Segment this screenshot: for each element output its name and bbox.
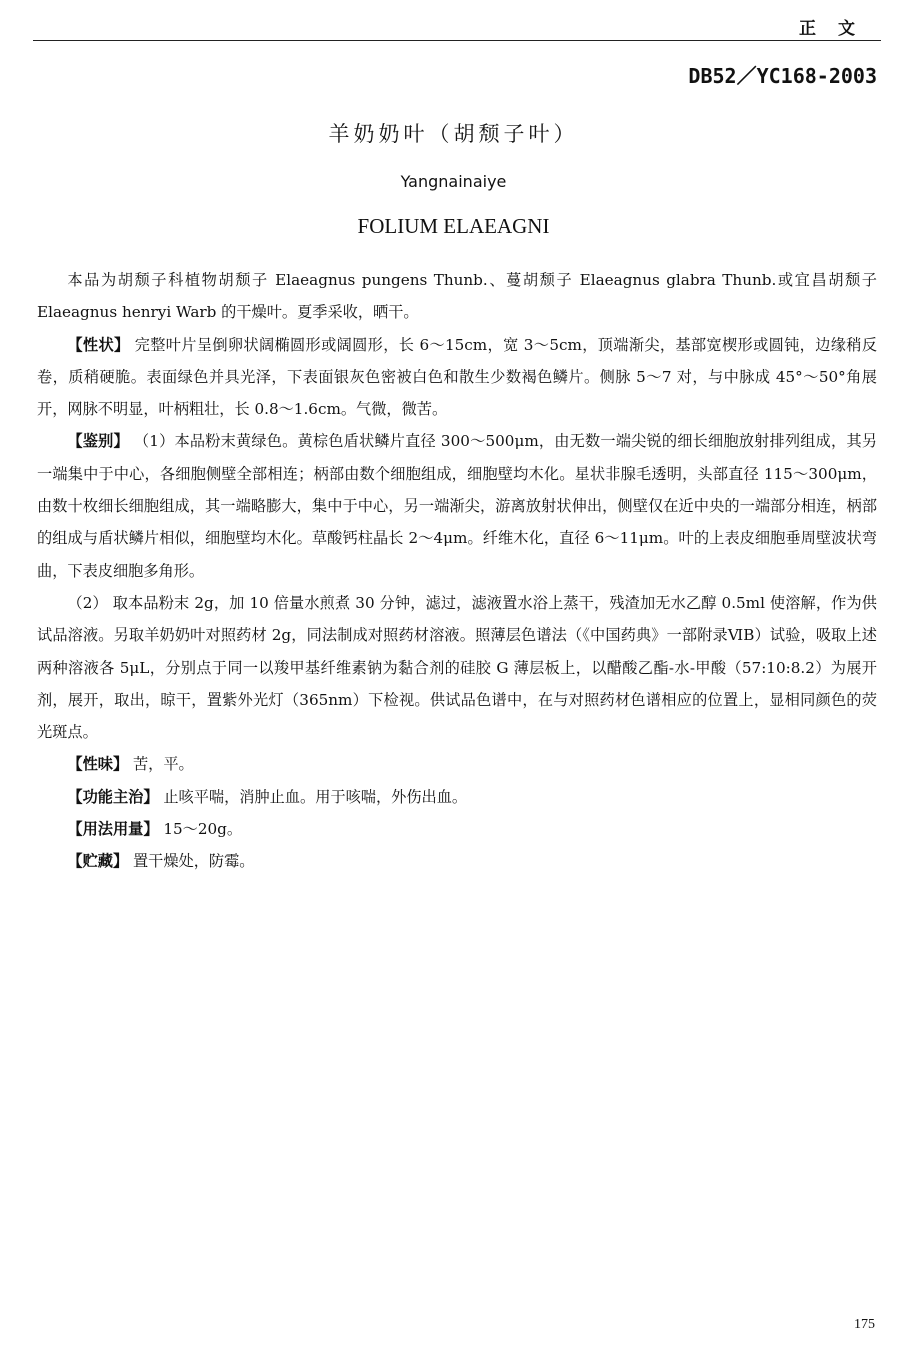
description-text: 完整叶片呈倒卵状阔椭圆形或阔圆形，长 6～15cm，宽 3～5cm，顶端渐尖，基部宽楔形或圆钝，边缘稍反卷，质稍硬脆。表面绿色并具光泽，下表面银灰色密被白色和散生少数褐色鳞片。侧脉 5～7 对，与中脉成 45°～50°角展开，网脉不明显，叶柄粗壮，长 0.8～1.6cm。气微，微苦。: [37, 335, 878, 419]
dosage-paragraph: [37, 813, 877, 845]
standard-number: DB52／YC168-2003: [688, 64, 877, 88]
monograph-latin-name: FOLIUM ELAEAGNI: [357, 214, 550, 238]
function-label: 【功能主治】: [67, 787, 159, 806]
function-paragraph: [37, 781, 877, 813]
identification-text: （1）本品粉末黄绿色。黄棕色盾状鳞片直径 300～500μm，由无数一端尖锐的细长细胞放射排列组成，其另一端集中于中心，各细胞侧壁全部相连；柄部由数个细胞组成，细胞壁均木化。星状非腺毛透明，头部直径 115～300μm，由数十枚细长细胞组成，其一端略膨大，集中于中心，另一端渐尖，游离放射状伸出，侧壁仅在近中央的一端部分相连，柄部的组成与盾状鳞片相似，细胞壁均木化。草酸钙柱晶长 2～4μm。纤维木化，直径 6～11μm。叶的上表皮细胞垂周壁波状弯曲，下表皮细胞多角形。: [37, 432, 878, 580]
function-text: 止咳平喘，消肿止血。用于咳喘，外伤出血。: [158, 787, 468, 806]
dosage-text: 15～20g。: [158, 820, 243, 839]
page-number: 175: [854, 1317, 875, 1332]
monograph-title: 羊奶奶叶（胡颓子叶）: [328, 122, 579, 146]
description-label: 【性状】: [67, 335, 130, 354]
dosage-label: 【用法用量】: [67, 820, 159, 839]
taste-text: 苦，平。: [128, 755, 194, 774]
storage-paragraph: [37, 845, 877, 877]
storage-text: 置干燥处，防霉。: [128, 852, 255, 871]
identification-label: 【鉴别】: [67, 432, 129, 451]
header-rule: [33, 40, 881, 41]
identification-paragraph: [37, 425, 877, 586]
intro-paragraph: 本品为胡颓子科植物胡颓子 Elaeagnus pungens Thunb.、蔓胡颓子 Elaeagnus glabra Thunb.或宜昌胡颓子 Elaeagnus henryi Warb 的干燥叶。夏季采收，晒干。: [37, 271, 877, 322]
identification-tlc-paragraph: （2） 取本品粉末 2g，加 10 倍量水煎煮 30 分钟，滤过，滤液置水浴上蒸干，残渣加无水乙醇 0.5ml 使溶解，作为供试品溶液。另取羊奶奶叶对照药材 2g，同法制成对照药材溶液。照薄层色谱法（《中国药典》一部附录ⅥB）试验，吸取上述两种溶液各 5μL，分别点于同一以羧甲基纤维素钠为黏合剂的硅胶 G 薄层板上，以醋酸乙酯-水-甲酸（57:10:8.2）为展开剂，展开，取出，晾干，置紫外光灯（365nm）下检视。供试品色谱中，在与对照药材色谱相应的位置上，显相同颜色的荧光斑点。: [37, 593, 877, 742]
taste-label: 【性味】: [67, 755, 129, 774]
section-header: 正文: [799, 19, 877, 39]
description-paragraph: [37, 329, 877, 426]
monograph-body: [37, 264, 877, 878]
monograph-pinyin: Yangnainaiye: [400, 172, 507, 191]
taste-paragraph: [37, 748, 877, 780]
storage-label: 【贮藏】: [67, 852, 129, 871]
